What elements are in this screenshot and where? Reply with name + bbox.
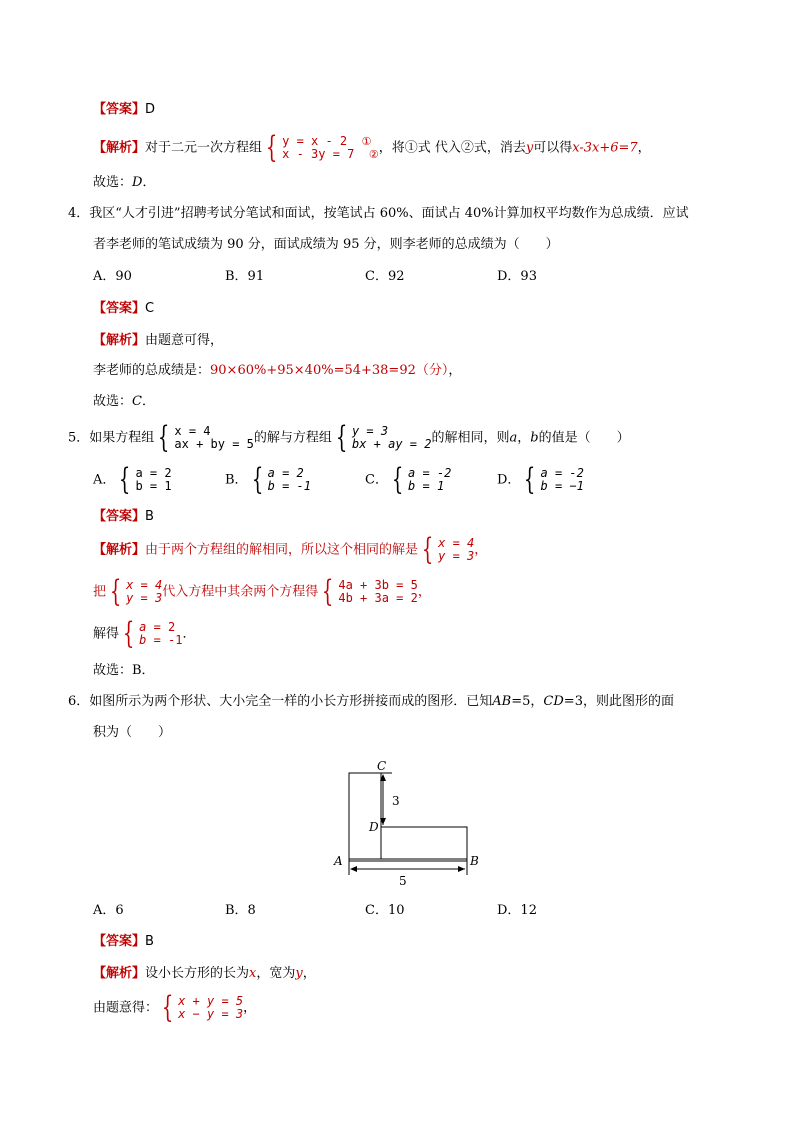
q4-option-b: B．91: [225, 269, 265, 284]
q3-analysis-line: 【解析】对于二元一次方程组 { y = x - 2 ① x - 3y = 7 ② ，将①式 代入②式，消去y可以得x-3x+6=7，: [93, 130, 651, 165]
q3-answer-line: [93, 100, 155, 120]
q6-answer-line: 【答案】B: [93, 934, 154, 949]
question-number: 4．: [68, 206, 90, 221]
question-number: 5．: [68, 430, 90, 446]
q5-option-a: A． { a = 2 b = 1: [93, 462, 172, 497]
equation-system: { y = x - 2 ① x - 3y = 7 ②: [265, 130, 379, 165]
q4-analysis-line2: 李老师的总成绩是：90×60%+95×40%=54+38=92（分），: [93, 363, 462, 378]
label-3: 3: [392, 794, 400, 808]
q4-option-a: A．90: [93, 269, 132, 284]
label-c: C: [377, 759, 387, 773]
q6-stem-line2: 积为（ ）: [93, 725, 172, 740]
q6-option-d: D．12: [497, 903, 537, 918]
q4-choice-line: 故选：C．: [93, 394, 155, 409]
q4-stem-line2: 者李老师的笔试成绩为 90 分，面试成绩为 95 分，则李老师的总成绩为（ ）: [93, 237, 559, 252]
q3-choice-line: 故选：D．: [93, 175, 156, 190]
q6-stem-line1: 6．如图所示为两个形状、大小完全一样的小长方形拼接而成的图形．已知AB=5，CD=3，则此图形的面: [68, 694, 674, 709]
analysis-tag: 【解析】: [93, 140, 146, 156]
q5-analysis-line1: 【解析】由于两个方程组的解相同，所以这个相同的解是 { x = 4 y = 3 ，: [93, 532, 488, 567]
q5-analysis-line2: 把 { x = 4 y = 3 代入方程中其余两个方程得 { 4a + 3b = 5 4b + 3a = 2 ，: [93, 574, 431, 609]
q4-analysis-line1: 【解析】由题意可得，: [93, 333, 224, 348]
answer-tag: 【答案】: [93, 102, 146, 117]
q6-option-a: A．6: [93, 903, 124, 918]
label-b: B: [470, 854, 479, 868]
q6-analysis-line2: 由题意得： { x + y = 5 x − y = 3 ，: [93, 990, 257, 1025]
label-a: A: [334, 854, 343, 868]
label-d: D: [369, 820, 379, 834]
label-5: 5: [399, 874, 407, 888]
analysis-text: 对于二元一次方程组: [145, 140, 263, 156]
q5-answer-line: 【答案】B: [93, 509, 154, 524]
q6-analysis-line1: 【解析】设小长方形的长为x，宽为y，: [93, 966, 316, 981]
equation-system-2: { y = 3 bx + ay = 2: [335, 420, 432, 455]
q4-stem-line1: 4．我区“人才引进”招聘考试分笔试和面试，按笔试占 60%、面试占 40%计算加权平均数作为总成绩．应试: [68, 206, 689, 221]
vertical-rectangle: [349, 773, 381, 859]
q4-answer-line: 【答案】C: [93, 301, 155, 316]
q6-option-b: B．8: [225, 903, 256, 918]
equation-system-1: { x = 4 ax + by = 5: [158, 420, 254, 455]
q4-option-d: D．93: [497, 269, 537, 284]
q5-option-b: B． { a = 2 b = -1: [225, 462, 312, 497]
q5-choice-line: 故选：B．: [93, 663, 155, 678]
horizontal-rectangle: [381, 827, 467, 859]
q5-analysis-line3: 解得 { a = 2 b = -1 ．: [93, 616, 196, 651]
question-number: 6．: [68, 694, 90, 709]
q5-stem-line: 5．如果方程组 { x = 4 ax + by = 5 的解与方程组 { y = 3 bx + ay = 2 的解相同，则a，b的值是（ ）: [68, 420, 630, 455]
rectangle-figure: [330, 755, 490, 890]
q6-option-c: C．10: [365, 903, 405, 918]
q5-option-d: D． { a = -2 b = −1: [497, 462, 584, 497]
answer-value: D: [145, 102, 156, 117]
q5-option-c: C． { a = -2 b = 1: [365, 462, 452, 497]
q4-option-c: C．92: [365, 269, 405, 284]
